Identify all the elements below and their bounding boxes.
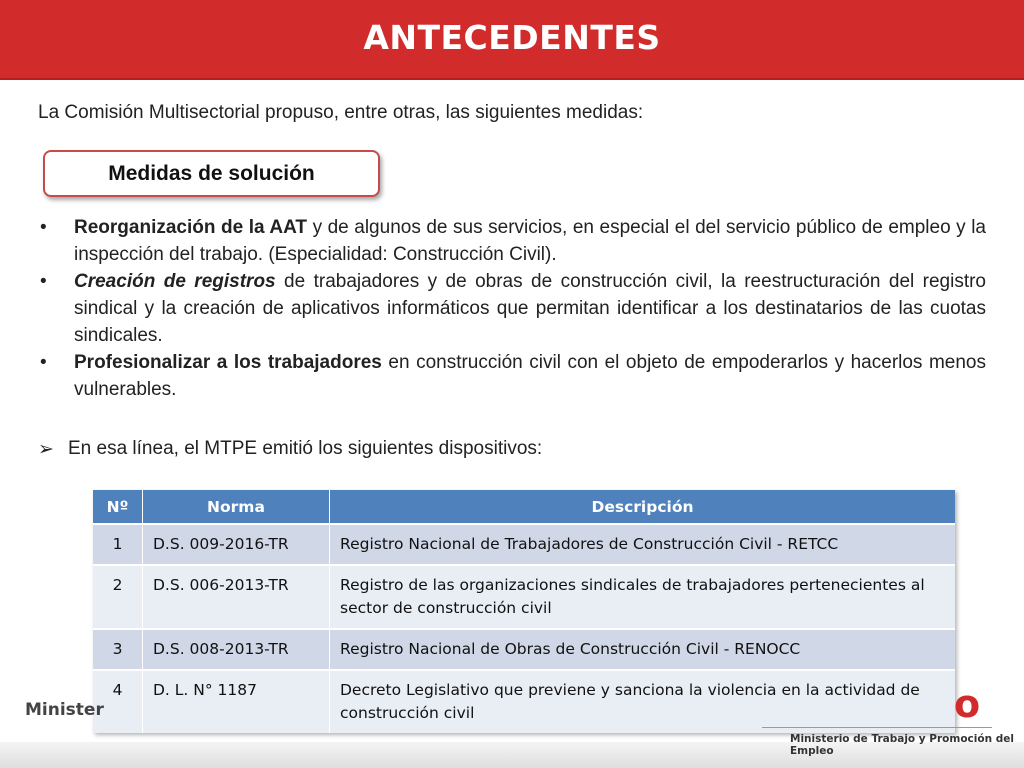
bullet-marker: • bbox=[40, 217, 47, 238]
bullet-rest: en construcción civil con el objeto de empoderarlos y hacerlos menos vulnerables. bbox=[74, 352, 986, 400]
cell-descripcion: Decreto Legislativo que previene y sanciona la violencia en la actividad de construcción civil bbox=[340, 681, 920, 722]
table-row bbox=[93, 669, 955, 733]
bullet-item bbox=[38, 349, 986, 403]
header-cell-descripcion: Descripción bbox=[591, 497, 694, 516]
bullet-text bbox=[74, 268, 986, 349]
footer-divider bbox=[762, 727, 992, 728]
footer-ministry-name: Ministerio de Trabajo y Promoción del Empleo bbox=[790, 733, 1014, 757]
cell-number: 4 bbox=[93, 671, 143, 733]
cell-number: 2 bbox=[93, 566, 143, 628]
footer-logo-fragment: o bbox=[954, 682, 981, 726]
cell-number: 1 bbox=[93, 525, 143, 564]
footer-ministry-partial: Minister bbox=[25, 700, 104, 720]
dispositivos-table bbox=[93, 490, 955, 733]
bullet-item bbox=[38, 268, 986, 349]
header-cell-number: Nº bbox=[93, 490, 143, 523]
page-title: ANTECEDENTES bbox=[363, 18, 661, 57]
table-row bbox=[93, 523, 955, 564]
bullet-rest: de trabajadores y de obras de construcción civil, la reestructuración del registro sindical y la creación de aplicativos informáticos que permitan identificar a los destinatarios de las cuotas sindicales. bbox=[74, 271, 987, 346]
bullet-text bbox=[74, 214, 986, 268]
bullet-lead: Creación de registros bbox=[74, 271, 276, 292]
arrow-text: En esa línea, el MTPE emitió los siguientes dispositivos: bbox=[68, 438, 543, 459]
bullet-lead: Profesionalizar a los trabajadores bbox=[74, 352, 382, 373]
arrow-icon: ➢ bbox=[38, 439, 54, 460]
bullet-lead: Reorganización de la AAT bbox=[74, 217, 308, 238]
bullet-marker: • bbox=[40, 271, 47, 292]
table-header-row bbox=[93, 490, 955, 523]
cell-descripcion: Registro de las organizaciones sindicales de trabajadores pertenecientes al sector de construcción civil bbox=[340, 576, 925, 617]
table-row bbox=[93, 564, 955, 628]
cell-norma: D.S. 006-2013-TR bbox=[143, 566, 330, 628]
cell-norma: D.S. 008-2013-TR bbox=[143, 630, 330, 669]
cell-norma: D. L. N° 1187 bbox=[143, 671, 330, 733]
bullet-item bbox=[38, 214, 986, 268]
table-row bbox=[93, 628, 955, 669]
bullet-list bbox=[38, 214, 986, 403]
title-bar bbox=[0, 0, 1024, 80]
bullet-rest: y de algunos de sus servicios, en especial el del servicio público de empleo y la inspección del trabajo. (Especialidad: Construcción Civil). bbox=[74, 217, 986, 265]
cell-descripcion: Registro Nacional de Trabajadores de Construcción Civil - RETCC bbox=[340, 535, 839, 553]
intro-text: La Comisión Multisectorial propuso, entre otras, las siguientes medidas: bbox=[38, 102, 644, 123]
bullet-text bbox=[74, 349, 986, 403]
cell-number: 3 bbox=[93, 630, 143, 669]
header-cell-norma: Norma bbox=[143, 490, 330, 523]
cell-descripcion: Registro Nacional de Obras de Construcción Civil - RENOCC bbox=[340, 640, 801, 658]
cell-norma: D.S. 009-2016-TR bbox=[143, 525, 330, 564]
section-label: Medidas de solución bbox=[43, 150, 380, 197]
arrow-point bbox=[38, 438, 542, 461]
bullet-marker: • bbox=[40, 352, 47, 373]
